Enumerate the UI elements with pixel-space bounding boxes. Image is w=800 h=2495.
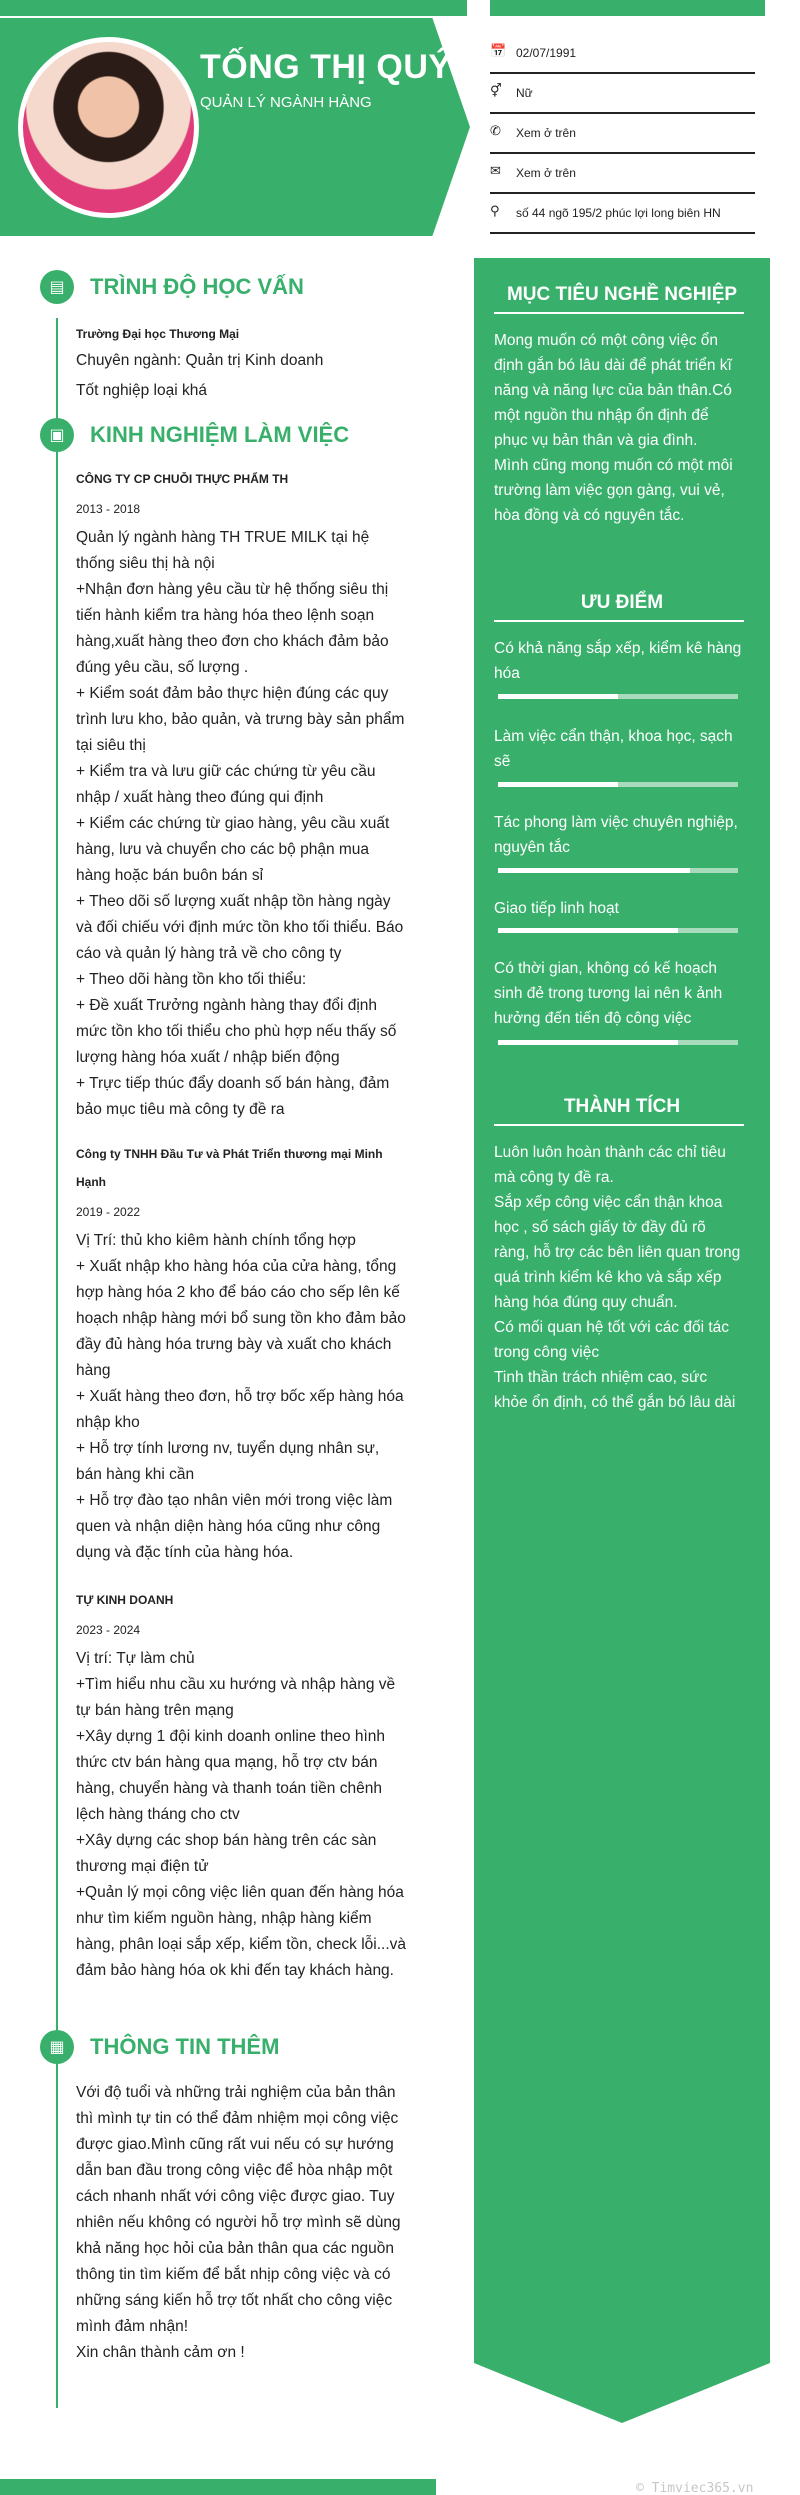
top-accent-bar-right	[490, 0, 765, 16]
phone-icon: ✆	[490, 123, 501, 138]
candidate-name: TỐNG THỊ QUÝ	[200, 48, 452, 86]
contact-birthdate: 📅 02/07/1991	[490, 34, 755, 74]
achievements-text: Luôn luôn hoàn thành các chỉ tiêu mà công ty đề ra. Sắp xếp công việc cẩn thận khoa học , số sách giấy tờ đầy đủ rõ ràng, hỗ trợ các bên liên quan trong quá trình kiểm kê kho và sắp xếp hàng hóa đúng quy chuẩn. Có mối quan hệ tốt với các đối tác trong công việc Tinh thần trách nhiệm cao, sức khỏe ổn định, có thể gắn bó lâu dài	[494, 1144, 741, 1411]
strength-item-3: Giao tiếp linh hoạt	[494, 900, 619, 917]
job-company: CÔNG TY CP CHUỖI THỰC PHẨM TH	[76, 472, 289, 486]
achievements-title: THÀNH TÍCH	[563, 1096, 681, 1117]
strengths-divider	[494, 620, 744, 622]
gender-icon: ⚥	[490, 83, 502, 98]
school-name: Trường Đại học Thương Mại	[76, 327, 240, 341]
location-icon: ⚲	[490, 203, 500, 218]
extra-info-icon: ▦	[40, 2030, 74, 2064]
email-icon: ✉	[490, 163, 501, 178]
experience-icon: ▣	[40, 418, 74, 452]
contact-address: ⚲ số 44 ngõ 195/2 phúc lợi long biên HN	[490, 194, 755, 234]
achievements-divider	[494, 1124, 744, 1126]
top-accent-bar	[0, 0, 467, 16]
job-period: 2023 - 2024	[76, 1623, 141, 1637]
strength-bar-1	[498, 782, 738, 787]
strength-item-0: Có khả năng sắp xếp, kiểm kê hàng hóa	[494, 640, 742, 682]
strengths-title: ƯU ĐIỂM	[580, 592, 664, 613]
strength-bar-0	[498, 694, 738, 699]
experience-title: KINH NGHIỆM LÀM VIỆC	[90, 422, 350, 447]
objective-text: Mong muốn có một công việc ổn định gắn bó lâu dài để phát triển kĩ năng và năng lực của bản thân.Có một nguồn thu nhập ổn định để phục vụ bản thân và gia đình. Mình cũng mong muốn có một môi trường làm việc gọn gàng, vui vẻ, hòa đồng và có nguyên tắc.	[494, 332, 733, 524]
education-block	[76, 320, 406, 404]
major: Chuyên ngành: Quản trị Kinh doanh	[76, 352, 324, 369]
contact-list	[490, 34, 755, 234]
contact-email: ✉ Xem ở trên	[490, 154, 755, 194]
strength-item-4: Có thời gian, không có kế hoạch sinh đẻ trong tương lai nên k ảnh hưởng đến tiến độ công việc	[494, 960, 723, 1027]
education-title: TRÌNH ĐỘ HỌC VẤN	[90, 274, 304, 299]
contact-gender: ⚥ Nữ	[490, 74, 755, 114]
strength-bar-2	[498, 868, 738, 873]
strength-item-1: Làm việc cẩn thận, khoa học, sạch sẽ	[494, 728, 733, 770]
job-2: TỰ KINH DOANH 2023 - 2024 Vị trí: Tự làm chủ +Tìm hiểu nhu cầu xu hướng và nhập hàng về tự bán hàng trên mạng +Xây dựng 1 đội kinh doanh online theo hình thức ctv bán hàng qua mạng, hỗ trợ ctv bán hàng, chuyển hàng và thanh toán tiền chênh lệch hàng tháng cho ctv +Xây dựng các shop bán hàng trên các sàn thương mại điện tử +Quản lý mọi công việc liên quan đến hàng hóa như tìm kiếm nguồn hàng, nhập hàng kiểm hàng, phân loại sắp xếp, kiểm tồn, check lỗi...và đảm bảo hàng hóa ok khi đến tay khách hàng.	[76, 1586, 406, 1984]
extra-info-block	[76, 2080, 406, 2366]
closing-text: Xin chân thành cảm ơn !	[76, 2344, 245, 2361]
graduation: Tốt nghiệp loại khá	[76, 382, 207, 399]
bottom-accent-bar	[0, 2479, 436, 2495]
objective-title: MỤC TIÊU NGHỀ NGHIỆP	[506, 284, 738, 305]
watermark: © Timviec365.vn	[636, 2481, 754, 2495]
calendar-icon: 📅	[490, 43, 507, 58]
job-0: CÔNG TY CP CHUỖI THỰC PHẨM TH 2013 - 2018 Quản lý ngành hàng TH TRUE MILK tại hệ thống siêu thị hà nội +Nhận đơn hàng yêu cầu từ hệ thống siêu thị tiến hành kiểm tra hàng hóa theo lệnh soạn hàng,xuất hàng theo đơn cho khách đảm bảo đúng yêu cầu, số lượng . + Kiểm soát đảm bảo thực hiện đúng các quy trình lưu kho, bảo quản, và trưng bày sản phẩm tại siêu thị + Kiểm tra và lưu giữ các chứng từ yêu cầu nhập / xuất hàng theo đúng qui định + Kiểm các chứng từ giao hàng, yêu cầu xuất hàng, lưu và chuyển cho các bộ phận mua hàng hoặc bán buôn bán sỉ + Theo dõi số lượng xuất nhập tồn hàng ngày và đối chiếu với định mức tồn kho tối thiểu. Báo cáo và quản lý hàng trả về cho công ty + Theo dõi hàng tồn kho tối thiểu: + Đề xuất Trưởng ngành hàng thay đổi định mức tồn kho tối thiểu cho phù hợp nếu thấy số lượng hàng hóa xuất / nhập biến động + Trực tiếp thúc đẩy doanh số bán hàng, đảm bảo mục tiêu mà công ty đề ra	[76, 465, 406, 1123]
timeline-line	[56, 318, 58, 2408]
job-1: Công ty TNHH Đầu Tư và Phát Triển thương mại Minh Hạnh 2019 - 2022 Vị Trí: thủ kho kiêm hành chính tổng hợp + Xuất nhập kho hàng hóa của cửa hàng, tổng hợp hàng hóa 2 kho để báo cáo cho sếp lên kế hoạch nhập hàng mới bổ sung tồn kho đảm bảo đầy đủ hàng hóa trưng bày và xuất cho khách hàng + Xuất hàng theo đơn, hỗ trợ bốc xếp hàng hóa nhập kho + Hỗ trợ tính lương nv, tuyển dụng nhân sự, bán hàng khi cần + Hỗ trợ đào tạo nhân viên mới trong việc làm quen và nhận diện hàng hóa cũng như công dụng và đặc tính của hàng hóa.	[76, 1140, 406, 1566]
education-icon: ▤	[40, 270, 74, 304]
job-period: 2013 - 2018	[76, 502, 141, 516]
job-company: Công ty TNHH Đầu Tư và Phát Triển thương mại Minh Hạnh	[76, 1147, 383, 1189]
job-company: TỰ KINH DOANH	[76, 1593, 174, 1607]
job-period: 2019 - 2022	[76, 1205, 141, 1219]
contact-phone: ✆ Xem ở trên	[490, 114, 755, 154]
candidate-role: QUẢN LÝ NGÀNH HÀNG	[200, 94, 372, 111]
strength-item-2: Tác phong làm việc chuyên nghiệp, nguyên tắc	[494, 814, 738, 856]
objective-divider	[494, 312, 744, 314]
extra-info-title: THÔNG TIN THÊM	[90, 2034, 280, 2059]
avatar	[18, 37, 199, 218]
strength-bar-3	[498, 928, 738, 933]
extra-info-text: Với độ tuổi và những trải nghiệm của bản thân thì mình tự tin có thể đảm nhiệm mọi công việc được giao.Mình cũng rất vui nếu có sự hướng dẫn ban đầu trong công việc để hòa nhập một cách nhanh nhất với công việc được giao. Tuy nhiên nếu không có người hỗ trợ mình sẽ dùng khả năng học hỏi của bản thân qua các nguồn thông tin tìm kiếm để bắt nhịp công việc và có những sáng kiến hỗ trợ tốt nhất cho công việc mình đảm nhận!	[76, 2084, 401, 2335]
strength-bar-4	[498, 1040, 738, 1045]
